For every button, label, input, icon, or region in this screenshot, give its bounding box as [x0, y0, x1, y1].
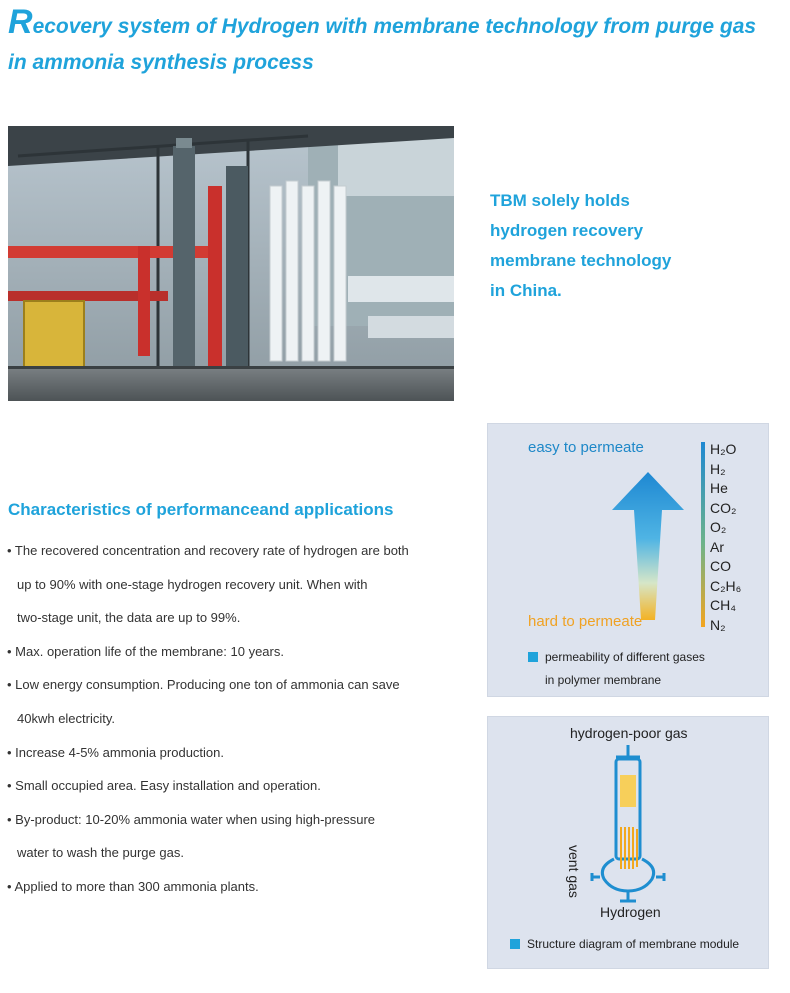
legend-text: permeability of different gases — [545, 650, 705, 664]
list-item — [7, 870, 477, 904]
list-item — [7, 668, 477, 735]
legend-square-icon — [528, 652, 538, 662]
bullet-line: up to 90% with one-stage hydrogen recovery unit. When with — [17, 576, 368, 592]
title-initial: R — [8, 3, 33, 41]
permeability-scale-bar — [701, 442, 705, 627]
legend-text: in polymer membrane — [545, 673, 662, 687]
title-line1: ecovery system of Hydrogen with membrane technology from purge gas — [32, 15, 757, 38]
list-item — [7, 635, 477, 669]
claim-line: in China. — [490, 281, 562, 300]
membrane-module-diagram — [487, 716, 769, 969]
gas-item: CH₄ — [710, 597, 736, 613]
legend-text: Structure diagram of membrane module — [527, 937, 740, 951]
gas-item: O₂ — [710, 519, 727, 535]
bullet-line: • Small occupied area. Easy installation and operation. — [7, 778, 321, 794]
bullet-line: • Increase 4-5% ammonia production. — [7, 744, 224, 760]
permeability-legend — [528, 646, 705, 692]
bullet-line: two-stage unit, the data are up to 99%. — [17, 610, 241, 626]
gas-item: H₂ — [710, 460, 726, 477]
bullet-line: water to wash the purge gas. — [17, 845, 184, 861]
gas-list — [710, 440, 741, 635]
vent-gas-label: vent gas — [566, 845, 582, 898]
tbm-claim — [490, 186, 740, 306]
gas-item: CO — [710, 558, 731, 574]
legend-square-icon — [510, 939, 520, 949]
list-item — [7, 769, 477, 803]
gas-item: C₂H₆ — [710, 577, 742, 594]
hard-to-permeate-label: hard to permeate — [528, 613, 643, 630]
bullet-line: • Low energy consumption. Producing one ton of ammonia can save — [7, 677, 400, 693]
plant-photo — [8, 126, 454, 401]
gas-item: Ar — [710, 538, 724, 555]
easy-to-permeate-label: easy to permeate — [528, 439, 644, 456]
list-item — [7, 803, 477, 870]
bullet-line: • Applied to more than 300 ammonia plants. — [7, 878, 259, 894]
permeability-arrow — [612, 472, 684, 620]
bullet-line: • Max. operation life of the membrane: 10 years. — [7, 643, 284, 659]
title-line2: in ammonia synthesis process — [8, 51, 314, 74]
gas-item: N₂ — [710, 616, 726, 633]
claim-line: membrane technology — [490, 251, 672, 270]
characteristics-list — [7, 534, 477, 904]
list-item — [7, 736, 477, 770]
page-title — [8, 4, 783, 81]
membrane-module-graphic — [488, 717, 768, 968]
characteristics-heading: Characteristics of performanceand applications — [8, 500, 394, 519]
plant-photo-illustration — [8, 126, 454, 401]
module-legend — [510, 937, 739, 951]
claim-line: TBM solely holds — [490, 191, 630, 210]
membrane-fibers — [621, 827, 637, 869]
hydrogen-label: Hydrogen — [600, 904, 661, 920]
permeability-diagram — [487, 423, 769, 697]
claim-line: hydrogen recovery — [490, 221, 644, 240]
gas-item: He — [710, 480, 728, 496]
membrane-fill-upper — [620, 775, 636, 807]
hydrogen-poor-gas-label: hydrogen-poor gas — [570, 725, 688, 741]
bullet-line: 40kwh electricity. — [17, 710, 116, 726]
gas-item: CO₂ — [710, 499, 737, 516]
bullet-line: • By-product: 10-20% ammonia water when using high-pressure — [7, 811, 376, 827]
bullet-line: • The recovered concentration and recovery rate of hydrogen are both — [7, 543, 409, 558]
membrane-module — [592, 745, 664, 901]
list-item — [7, 534, 477, 635]
gas-item: H₂O — [710, 441, 737, 457]
